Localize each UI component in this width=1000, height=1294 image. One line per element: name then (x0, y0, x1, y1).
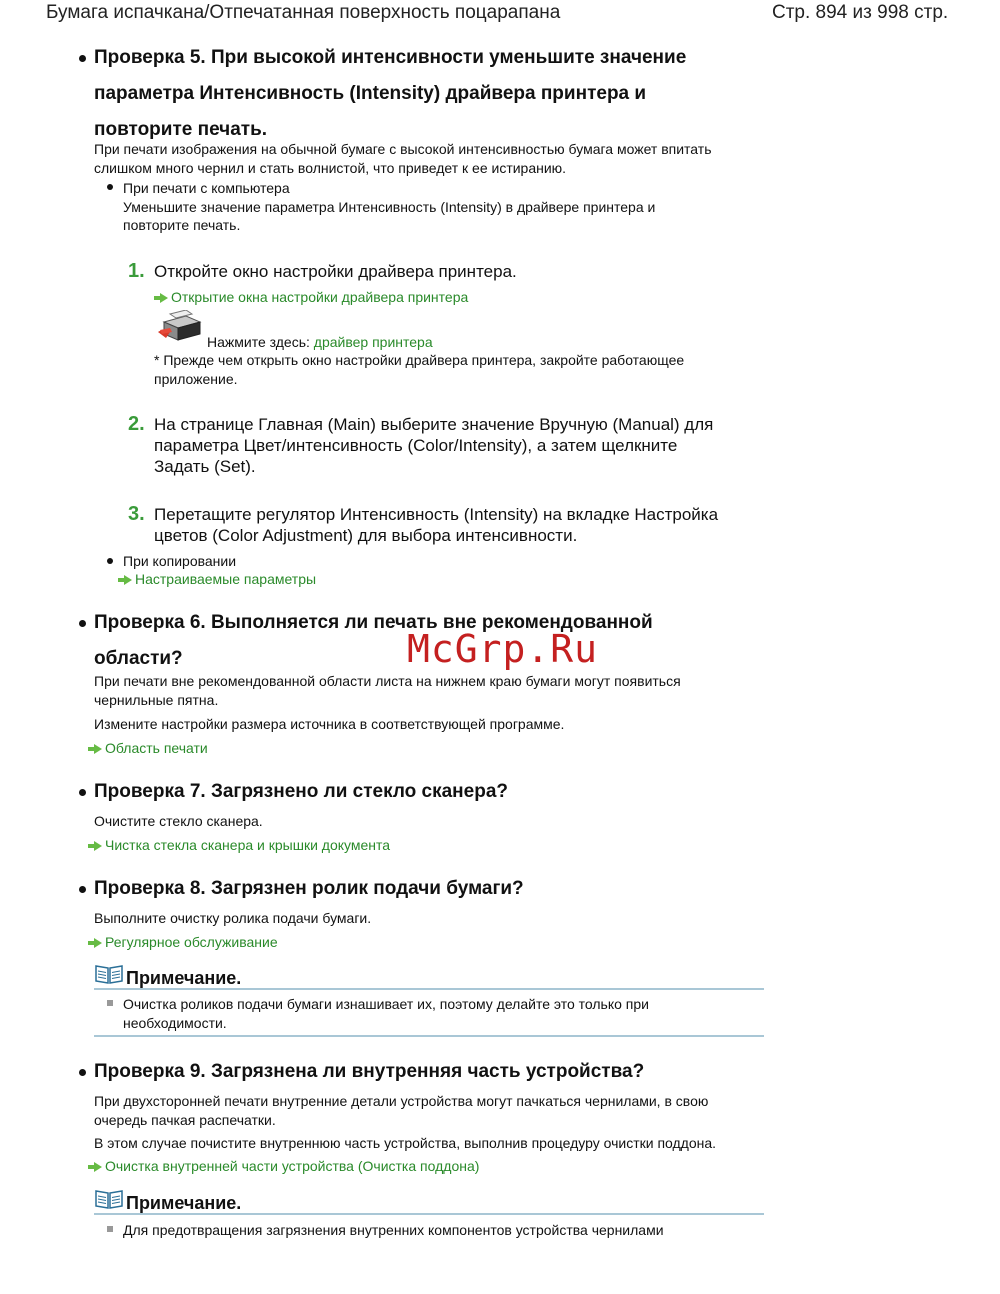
arrow-right-icon (124, 575, 132, 585)
arrow-right-icon (94, 841, 102, 851)
note-text: Очистка роликов подачи бумаги изнашивает их, поэтому делайте это только при необходимости. (123, 996, 649, 1031)
arrow-right-icon (94, 938, 102, 948)
arrow-right-icon (160, 293, 168, 303)
check5-heading-line2: параметра Интенсивность (Intensity) драйвера принтера и (94, 83, 647, 104)
bullet-check8 (79, 886, 86, 893)
book-icon (95, 964, 123, 984)
check8-heading: Проверка 8. Загрязнен ролик подачи бумаги? (94, 878, 524, 899)
check5-heading-line1: Проверка 5. При высокой интенсивности уменьшите значение (94, 47, 687, 68)
check7-heading: Проверка 7. Загрязнено ли стекло сканера? (94, 781, 509, 802)
bottom-plate-link[interactable]: Очистка внутренней части устройства (Очистка поддона) (88, 1158, 479, 1174)
note-title: Примечание. (126, 1193, 242, 1213)
check8-paragraph: Выполните очистку ролика подачи бумаги. (94, 910, 372, 926)
step3-text: Перетащите регулятор Интенсивность (Intensity) на вкладке Настройка цветов (Color Adjustment) для выбора интенсивности. (154, 505, 719, 545)
check9-heading: Проверка 9. Загрязнена ли внутренняя часть устройства? (94, 1061, 645, 1082)
check5-heading-line3: повторите печать. (94, 119, 268, 140)
check5-paragraph: При печати изображения на обычной бумаге с высокой интенсивностью бумага может впитать слишком много чернил и стать волнистой, что приведет к ее истиранию. (94, 141, 712, 176)
check6-heading-line2: области? (94, 648, 183, 669)
bullet-check7 (79, 789, 86, 796)
check9-paragraph: При двухсторонней печати внутренние детали устройства могут пачкаться чернилами, в свою очередь пачкая распечатки. (94, 1093, 709, 1128)
arrow-right-icon (94, 1162, 102, 1172)
step2-text: На странице Главная (Main) выберите значение Вручную (Manual) для параметра Цвет/интенсивность (Color/Intensity), а затем щелкните Задать (Set). (154, 415, 714, 476)
arrow-right-icon (94, 744, 102, 754)
print-area-link[interactable]: Область печати (88, 740, 208, 756)
step1-link[interactable]: Открытие окна настройки драйвера принтера (154, 289, 468, 305)
bullet-sub2 (107, 558, 113, 564)
check5-sub1: При печати с компьютера Уменьшите значение параметра Интенсивность (Intensity) в драйвере принтера и повторите печать. (123, 180, 656, 233)
maintenance-link[interactable]: Регулярное обслуживание (88, 934, 278, 950)
step3-number: 3. (128, 503, 145, 525)
note-divider-top (94, 1213, 764, 1215)
note-text: Для предотвращения загрязнения внутренних компонентов устройства чернилами (123, 1222, 664, 1238)
scanner-glass-link[interactable]: Чистка стекла сканера и крышки документа (88, 837, 390, 853)
bullet-sub1 (107, 184, 113, 190)
step1-text: Откройте окно настройки драйвера принтера. (154, 262, 517, 281)
check5-sub2-title: При копировании (123, 553, 237, 569)
book-icon (95, 1189, 123, 1209)
note-bullet (107, 1000, 113, 1006)
watermark: McGrp.Ru (407, 627, 599, 671)
check6-heading-line1: Проверка 6. Выполняется ли печать вне рекомендованной (94, 612, 653, 633)
check7-paragraph: Очистите стекло сканера. (94, 813, 263, 829)
bullet-check6 (79, 620, 86, 627)
note-divider-bottom (94, 1035, 764, 1037)
printer-driver-link[interactable]: драйвер принтера (313, 334, 433, 350)
note-title: Примечание. (126, 968, 242, 988)
check9-paragraph2: В этом случае почистите внутреннюю часть устройства, выполнив процедуру очистки поддона. (94, 1135, 717, 1151)
printer-icon[interactable] (156, 310, 204, 346)
page-number: Стр. 894 из 998 стр. (772, 2, 949, 23)
step1-note: * Прежде чем открыть окно настройки драйвера принтера, закройте работающее приложение. (154, 352, 685, 387)
custom-params-link[interactable]: Настраиваемые параметры (118, 571, 316, 587)
note-divider-top (94, 988, 764, 990)
click-here: Нажмите здесь: драйвер принтера (207, 334, 433, 350)
step2-number: 2. (128, 413, 145, 435)
page-title: Бумага испачкана/Отпечатанная поверхность поцарапана (46, 2, 561, 23)
step1-number: 1. (128, 260, 145, 282)
bullet-check5 (79, 55, 86, 62)
check6-paragraph: При печати вне рекомендованной области листа на нижнем краю бумаги могут появиться чернильные пятна. (94, 673, 681, 708)
note-bullet (107, 1226, 113, 1232)
check6-paragraph2: Измените настройки размера источника в соответствующей программе. (94, 716, 565, 732)
bullet-check9 (79, 1069, 86, 1076)
